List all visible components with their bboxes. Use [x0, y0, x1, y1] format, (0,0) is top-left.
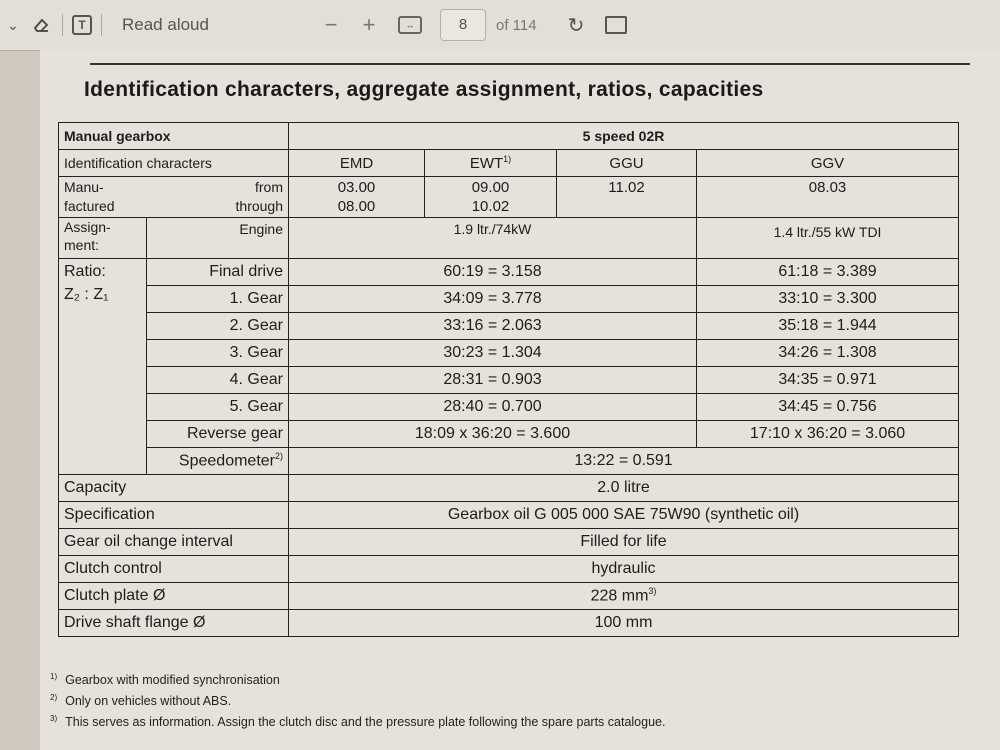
ratio-a: 34:09 = 3.778: [289, 286, 697, 313]
date-emd-through: 08.00: [337, 198, 376, 215]
date-ewt-cell: [425, 177, 557, 218]
ratio-a: 18:09 x 36:20 = 3.600: [289, 421, 697, 448]
engine-label: Engine: [147, 218, 289, 259]
toolbar-divider: [62, 14, 63, 36]
rotate-icon[interactable]: ↻: [567, 14, 585, 37]
speedometer-label: Speedometer: [178, 452, 275, 470]
flange-label: Drive shaft flange Ø: [59, 610, 289, 637]
ratio-blank: [59, 367, 147, 394]
speedometer-sup: 2): [274, 451, 283, 462]
table-row: [59, 340, 959, 367]
footnote-mark: 2): [50, 693, 58, 703]
table-row: [59, 394, 959, 421]
footnote-text: This serves as information. Assign the clutch disc and the pressure plate following the spare parts catalogue.: [65, 715, 666, 730]
clutch-control-label: Clutch control: [59, 556, 289, 583]
assignment-label-cell: [59, 218, 147, 259]
ratio-row-label: 2. Gear: [147, 313, 289, 340]
toolbar-divider: [101, 14, 102, 36]
table-row: [59, 367, 959, 394]
speedometer-label-cell: [147, 448, 289, 475]
date-ewt-through: 10.02: [471, 198, 510, 215]
ratio-sub: Z₂ : Z₁: [59, 286, 147, 313]
id-label: Identification characters: [59, 150, 289, 177]
date-emd-from: 03.00: [337, 179, 376, 196]
table-row: [59, 529, 959, 556]
text-tool-icon[interactable]: T: [69, 15, 95, 35]
code-emd: EMD: [289, 150, 425, 177]
footnotes: [50, 668, 665, 731]
ratio-row-label: Final drive: [147, 259, 289, 286]
manufactured-cell: [59, 177, 289, 218]
eraser-icon[interactable]: [26, 16, 56, 34]
head-value: 5 speed 02R: [289, 123, 959, 150]
manufactured-label-2: factured: [64, 198, 115, 214]
ratio-blank: [59, 313, 147, 340]
specification-label: Specification: [59, 502, 289, 529]
oil-interval-value: Filled for life: [289, 529, 959, 556]
fit-page-icon[interactable]: ↔: [388, 16, 432, 34]
ratio-row-label: 3. Gear: [147, 340, 289, 367]
ratio-b: 34:45 = 0.756: [697, 394, 959, 421]
assignment-label-1: Assign-: [64, 219, 111, 235]
table-row: [59, 610, 959, 637]
ratio-b: 61:18 = 3.389: [697, 259, 959, 286]
zoom-out-button[interactable]: −: [324, 12, 338, 37]
date-ggv-from: 08.03: [697, 177, 959, 218]
table-row: [59, 286, 959, 313]
footnote: [50, 668, 665, 689]
ratio-a: 28:40 = 0.700: [289, 394, 697, 421]
footnote: [50, 689, 665, 710]
clutch-plate-value: 228 mm: [590, 587, 649, 605]
code-ggv: GGV: [697, 150, 959, 177]
table-row: [59, 448, 959, 475]
flange-value: 100 mm: [289, 610, 959, 637]
footnote-mark: 3): [50, 714, 58, 724]
document-page: [40, 50, 1000, 750]
speedometer-value: 13:22 = 0.591: [289, 448, 959, 475]
page-number-input[interactable]: 8: [440, 9, 486, 41]
table-row: [59, 259, 959, 286]
ratio-blank: [59, 421, 147, 448]
table-row: [59, 218, 959, 259]
table-row: [59, 313, 959, 340]
table-row: [59, 556, 959, 583]
footnote-text: Only on vehicles without ABS.: [65, 694, 232, 709]
table-row: [59, 583, 959, 610]
ratio-b: 34:35 = 0.971: [697, 367, 959, 394]
pdf-toolbar: [0, 0, 1000, 51]
clutch-control-value: hydraulic: [289, 556, 959, 583]
code-ggu: GGU: [557, 150, 697, 177]
two-page-view-icon[interactable]: [596, 16, 636, 34]
table-row: [59, 123, 959, 150]
gearbox-spec-table: [58, 122, 959, 637]
assignment-label-2: ment:: [64, 237, 100, 253]
clutch-plate-sup: 3): [648, 586, 657, 597]
engine-a: 1.9 ltr./74kW: [289, 218, 697, 259]
chevron-down-icon[interactable]: ⌄: [7, 16, 19, 33]
table-row: [59, 421, 959, 448]
ratio-b: 33:10 = 3.300: [697, 286, 959, 313]
code-ewt: EWT: [469, 155, 504, 172]
ratio-b: 35:18 = 1.944: [697, 313, 959, 340]
ratio-row-label: Reverse gear: [147, 421, 289, 448]
ratio-label: Ratio:: [59, 259, 147, 286]
head-label: Manual gearbox: [59, 123, 289, 150]
page-count: of 114: [496, 16, 537, 34]
code-ewt-cell: [425, 150, 557, 177]
table-row: [59, 475, 959, 502]
clutch-plate-cell: [289, 583, 959, 610]
ratio-row-label: 5. Gear: [147, 394, 289, 421]
ratio-blank: [59, 394, 147, 421]
footnote-text: Gearbox with modified synchronisation: [65, 673, 280, 688]
oil-interval-label: Gear oil change interval: [59, 529, 289, 556]
capacity-label: Capacity: [59, 475, 289, 502]
page-header-rule: [90, 63, 970, 65]
date-ewt-from: 09.00: [471, 179, 510, 196]
capacity-value: 2.0 litre: [289, 475, 959, 502]
date-emd-cell: [289, 177, 425, 218]
ratio-a: 30:23 = 1.304: [289, 340, 697, 367]
manufactured-label-1: Manu-: [64, 179, 104, 195]
table-row: [59, 150, 959, 177]
ratio-blank: [59, 340, 147, 367]
ratio-a: 33:16 = 2.063: [289, 313, 697, 340]
page-title: Identification characters, aggregate assignment, ratios, capacities: [84, 78, 764, 101]
specification-value: Gearbox oil G 005 000 SAE 75W90 (synthetic oil): [289, 502, 959, 529]
ratio-b: 17:10 x 36:20 = 3.060: [697, 421, 959, 448]
engine-b: 1.4 ltr./55 kW TDI: [697, 218, 959, 259]
ratio-blank: [59, 448, 147, 475]
from-label: from: [255, 179, 283, 195]
table-row: [59, 177, 959, 218]
code-ewt-sup: 1): [503, 154, 512, 164]
footnote: [50, 710, 665, 731]
footnote-mark: 1): [50, 672, 58, 681]
ratio-a: 60:19 = 3.158: [289, 259, 697, 286]
ratio-b: 34:26 = 1.308: [697, 340, 959, 367]
read-aloud-button[interactable]: Read aloud: [122, 15, 209, 34]
through-label: through: [235, 198, 283, 214]
ratio-a: 28:31 = 0.903: [289, 367, 697, 394]
table-row: [59, 502, 959, 529]
ratio-row-label: 1. Gear: [147, 286, 289, 313]
zoom-in-button[interactable]: +: [362, 12, 376, 37]
clutch-plate-label: Clutch plate Ø: [59, 583, 289, 610]
ratio-row-label: 4. Gear: [147, 367, 289, 394]
date-ggu-from: 11.02: [557, 177, 697, 218]
